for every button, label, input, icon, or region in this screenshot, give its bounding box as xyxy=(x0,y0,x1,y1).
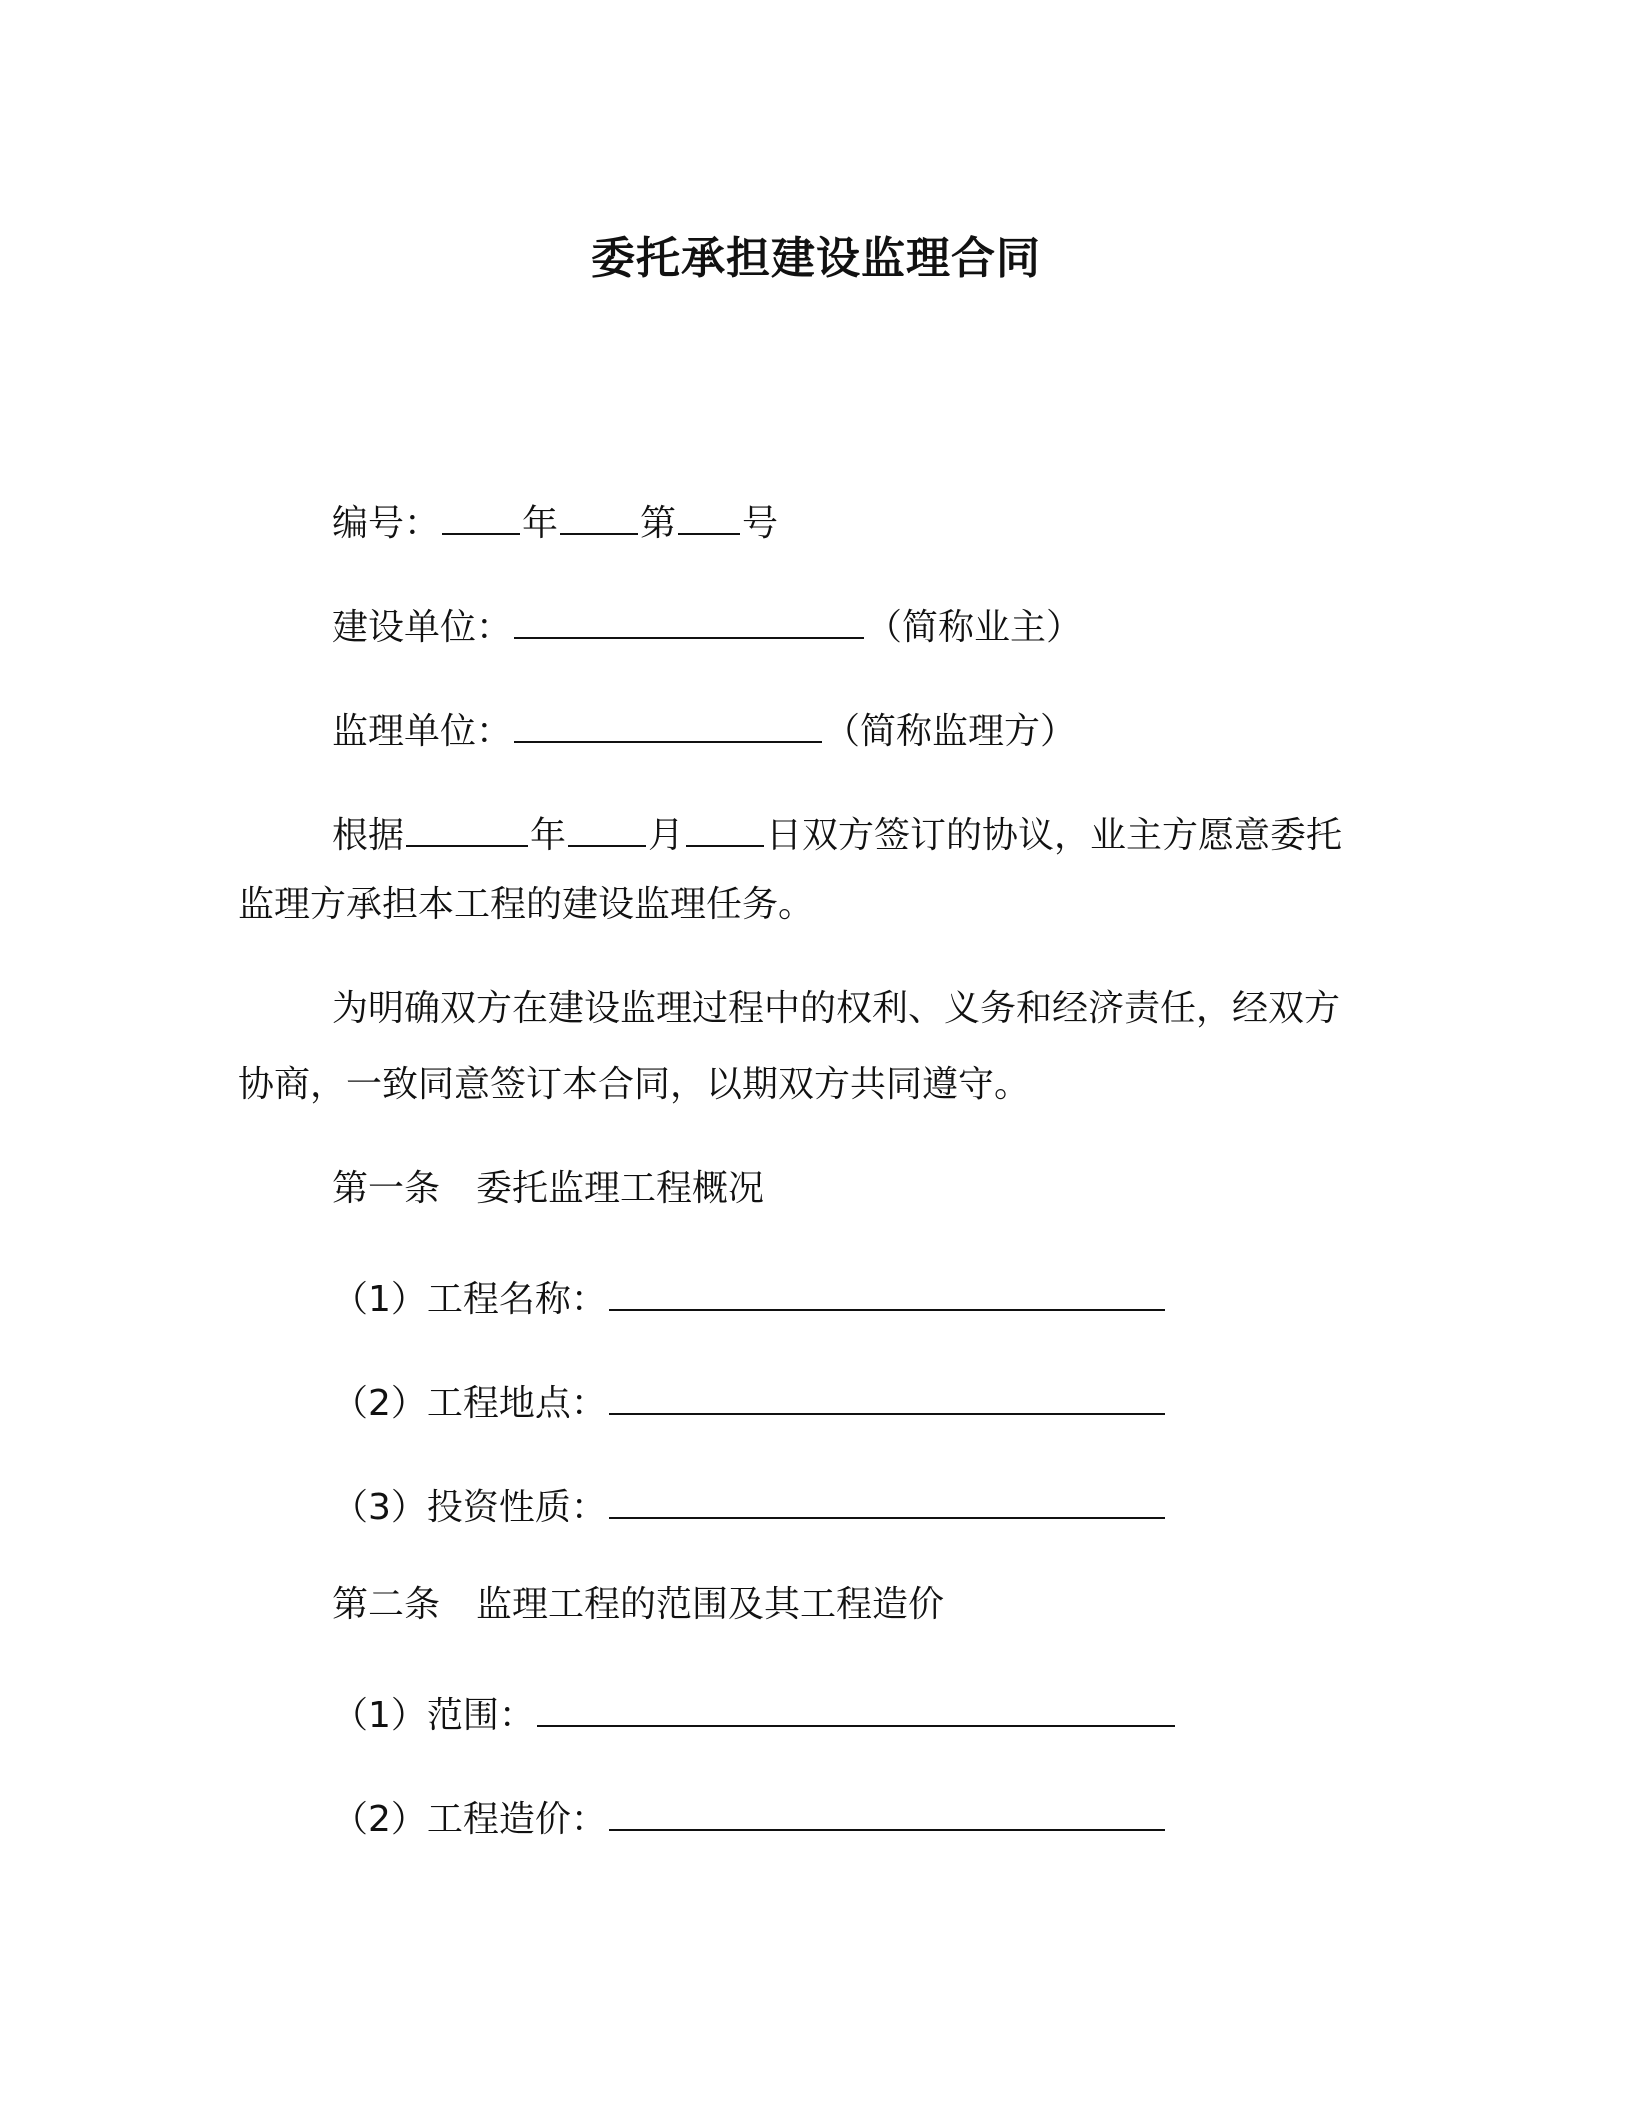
project-cost-label: （2）工程造价： xyxy=(332,1799,607,1840)
project-location-blank xyxy=(609,1373,1165,1415)
investment-nature-label: （3）投资性质： xyxy=(332,1487,607,1528)
supervisor-blank xyxy=(514,701,822,743)
paragraph1-month: 月 xyxy=(648,815,685,856)
supervisor-label: 监理单位： xyxy=(332,711,513,752)
article1-item-project-location xyxy=(332,1373,1167,1428)
investment-nature-blank xyxy=(609,1477,1165,1519)
article1-item-project-name xyxy=(332,1269,1167,1324)
document-title: 委托承担建设监理合同 xyxy=(591,233,1041,284)
paragraph2-line1: 为明确双方在建设监理过程中的权利、义务和经济责任，经双方 xyxy=(332,988,1341,1029)
supervisor-line xyxy=(332,701,1076,756)
builder-label: 建设单位： xyxy=(332,607,513,648)
builder-line xyxy=(332,597,1082,652)
number-label: 编号： xyxy=(332,503,441,544)
paragraph1-year: 年 xyxy=(530,815,567,856)
scope-blank xyxy=(537,1685,1175,1727)
project-name-blank xyxy=(609,1269,1165,1311)
number-hao-text: 号 xyxy=(742,503,779,544)
supervisor-suffix: （简称监理方） xyxy=(824,711,1077,752)
paragraph1-line1 xyxy=(332,805,1342,860)
paragraph2-line2: 协商，一致同意签订本合同，以期双方共同遵守。 xyxy=(238,1064,1031,1105)
article2-heading: 第二条 监理工程的范围及其工程造价 xyxy=(332,1584,945,1625)
project-location-label: （2）工程地点： xyxy=(332,1383,607,1424)
builder-suffix: （简称业主） xyxy=(866,607,1083,648)
scope-label: （1）范围： xyxy=(332,1695,535,1736)
number-year-text: 年 xyxy=(522,503,559,544)
paragraph1-rest: 日双方签订的协议，业主方愿意委托 xyxy=(766,815,1343,856)
article2-item-scope xyxy=(332,1685,1177,1740)
paragraph1-start: 根据 xyxy=(332,815,405,856)
number-no-blank xyxy=(678,493,740,535)
project-name-label: （1）工程名称： xyxy=(332,1279,607,1320)
agreement-year-blank xyxy=(406,805,528,847)
agreement-month-blank xyxy=(568,805,646,847)
article1-heading: 第一条 委托监理工程概况 xyxy=(332,1168,765,1209)
number-year-blank xyxy=(442,493,520,535)
project-cost-blank xyxy=(609,1789,1165,1831)
article2-item-cost xyxy=(332,1789,1167,1844)
agreement-day-blank xyxy=(686,805,764,847)
paragraph1-line2: 监理方承担本工程的建设监理任务。 xyxy=(238,884,815,925)
builder-blank xyxy=(514,597,864,639)
number-line xyxy=(332,493,778,548)
number-di-text: 第 xyxy=(640,503,677,544)
article1-item-investment-nature xyxy=(332,1477,1167,1532)
number-seq-blank xyxy=(560,493,638,535)
